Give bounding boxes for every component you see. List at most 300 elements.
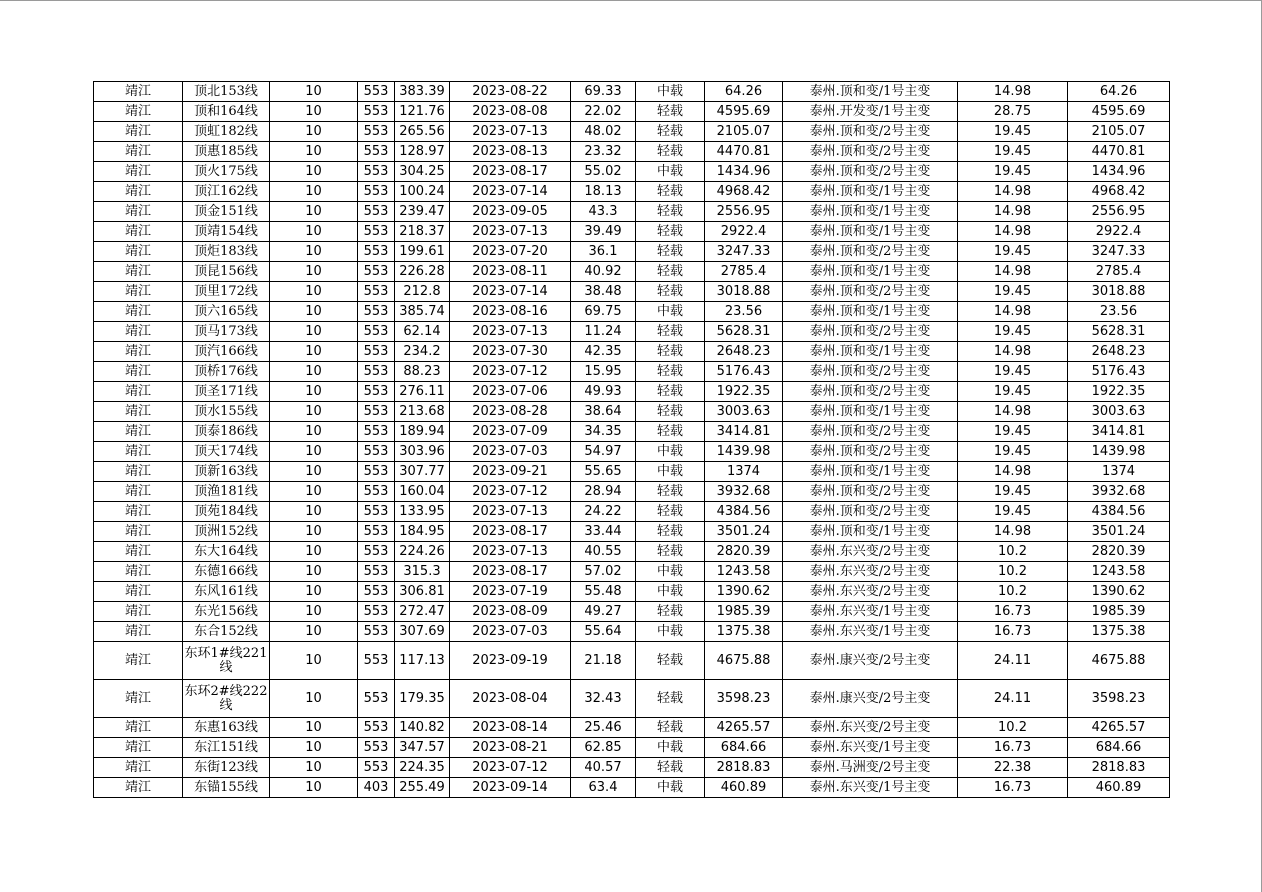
- margin-cell: 1439.98: [705, 442, 783, 462]
- transformer-rate-cell: 19.45: [958, 502, 1068, 522]
- current-cell: 385.74: [395, 302, 450, 322]
- date-cell: 2023-08-28: [450, 402, 571, 422]
- table-row: [94, 562, 1170, 582]
- transformer-cell: 泰州.顶和变/2号主变: [783, 322, 958, 342]
- voltage-cell: 10: [270, 282, 358, 302]
- margin-cell: 2922.4: [705, 222, 783, 242]
- date-cell: 2023-08-16: [450, 302, 571, 322]
- date-cell: 2023-09-14: [450, 778, 571, 798]
- load-rate-cell: 48.02: [571, 122, 636, 142]
- capacity-cell: 5176.43: [1068, 362, 1170, 382]
- load-rate-cell: 69.75: [571, 302, 636, 322]
- voltage-cell: 10: [270, 778, 358, 798]
- transformer-rate-cell: 14.98: [958, 222, 1068, 242]
- transformer-rate-cell: 14.98: [958, 402, 1068, 422]
- margin-cell: 4675.88: [705, 642, 783, 680]
- transformer-cell: 泰州.东兴变/1号主变: [783, 602, 958, 622]
- voltage-cell: 10: [270, 502, 358, 522]
- voltage-cell: 10: [270, 382, 358, 402]
- rated-cell: 553: [358, 142, 395, 162]
- transformer-rate-cell: 19.45: [958, 382, 1068, 402]
- capacity-cell: 460.89: [1068, 778, 1170, 798]
- margin-cell: 3932.68: [705, 482, 783, 502]
- current-cell: 100.24: [395, 182, 450, 202]
- voltage-cell: 10: [270, 422, 358, 442]
- load-level-cell: 轻载: [636, 502, 705, 522]
- table-row: [94, 642, 1170, 680]
- load-level-cell: 中载: [636, 562, 705, 582]
- transformer-cell: 泰州.顶和变/1号主变: [783, 302, 958, 322]
- line-name-cell: 顶炬183线: [183, 242, 270, 262]
- transformer-rate-cell: 19.45: [958, 282, 1068, 302]
- date-cell: 2023-07-14: [450, 182, 571, 202]
- transformer-cell: 泰州.东兴变/2号主变: [783, 542, 958, 562]
- line-name-cell: 东环1#线221线: [183, 642, 270, 680]
- transformer-cell: 泰州.顶和变/2号主变: [783, 502, 958, 522]
- voltage-cell: 10: [270, 142, 358, 162]
- load-level-cell: 轻载: [636, 182, 705, 202]
- transformer-cell: 泰州.顶和变/2号主变: [783, 442, 958, 462]
- load-level-cell: 中载: [636, 162, 705, 182]
- date-cell: 2023-09-19: [450, 642, 571, 680]
- current-cell: 62.14: [395, 322, 450, 342]
- current-cell: 306.81: [395, 582, 450, 602]
- transformer-rate-cell: 19.45: [958, 362, 1068, 382]
- region-cell: 靖江: [94, 142, 183, 162]
- capacity-cell: 2818.83: [1068, 758, 1170, 778]
- load-level-cell: 轻载: [636, 642, 705, 680]
- load-rate-cell: 11.24: [571, 322, 636, 342]
- load-level-cell: 轻载: [636, 122, 705, 142]
- margin-cell: 4968.42: [705, 182, 783, 202]
- transformer-rate-cell: 14.98: [958, 82, 1068, 102]
- rated-cell: 553: [358, 242, 395, 262]
- load-rate-cell: 21.18: [571, 642, 636, 680]
- voltage-cell: 10: [270, 582, 358, 602]
- transformer-cell: 泰州.顶和变/1号主变: [783, 222, 958, 242]
- margin-cell: 1985.39: [705, 602, 783, 622]
- region-cell: 靖江: [94, 162, 183, 182]
- transformer-cell: 泰州.康兴变/2号主变: [783, 680, 958, 718]
- date-cell: 2023-08-17: [450, 562, 571, 582]
- page-border-top: [0, 0, 1262, 1]
- margin-cell: 1374: [705, 462, 783, 482]
- load-level-cell: 轻载: [636, 142, 705, 162]
- table-row: [94, 622, 1170, 642]
- date-cell: 2023-07-13: [450, 502, 571, 522]
- voltage-cell: 10: [270, 182, 358, 202]
- margin-cell: 1390.62: [705, 582, 783, 602]
- load-level-cell: 中载: [636, 82, 705, 102]
- current-cell: 304.25: [395, 162, 450, 182]
- region-cell: 靖江: [94, 622, 183, 642]
- rated-cell: 553: [358, 442, 395, 462]
- table-row: [94, 82, 1170, 102]
- capacity-cell: 1374: [1068, 462, 1170, 482]
- capacity-cell: 2556.95: [1068, 202, 1170, 222]
- region-cell: 靖江: [94, 262, 183, 282]
- table-row: [94, 718, 1170, 738]
- load-level-cell: 轻载: [636, 680, 705, 718]
- rated-cell: 553: [358, 718, 395, 738]
- table-row: [94, 542, 1170, 562]
- transformer-rate-cell: 19.45: [958, 242, 1068, 262]
- date-cell: 2023-07-12: [450, 758, 571, 778]
- table-row: [94, 202, 1170, 222]
- voltage-cell: 10: [270, 622, 358, 642]
- transformer-cell: 泰州.顶和变/2号主变: [783, 142, 958, 162]
- capacity-cell: 3003.63: [1068, 402, 1170, 422]
- capacity-cell: 3932.68: [1068, 482, 1170, 502]
- region-cell: 靖江: [94, 502, 183, 522]
- line-name-cell: 顶火175线: [183, 162, 270, 182]
- voltage-cell: 10: [270, 242, 358, 262]
- load-rate-cell: 36.1: [571, 242, 636, 262]
- table-row: [94, 422, 1170, 442]
- capacity-cell: 4384.56: [1068, 502, 1170, 522]
- region-cell: 靖江: [94, 82, 183, 102]
- region-cell: 靖江: [94, 122, 183, 142]
- table-row: [94, 582, 1170, 602]
- margin-cell: 460.89: [705, 778, 783, 798]
- transformer-rate-cell: 19.45: [958, 322, 1068, 342]
- region-cell: 靖江: [94, 342, 183, 362]
- date-cell: 2023-08-17: [450, 162, 571, 182]
- load-level-cell: 轻载: [636, 262, 705, 282]
- transformer-rate-cell: 16.73: [958, 622, 1068, 642]
- voltage-cell: 10: [270, 522, 358, 542]
- table-row: [94, 222, 1170, 242]
- rated-cell: 553: [358, 342, 395, 362]
- feeder-load-table: [93, 81, 1170, 798]
- margin-cell: 64.26: [705, 82, 783, 102]
- transformer-cell: 泰州.顶和变/2号主变: [783, 362, 958, 382]
- date-cell: 2023-08-17: [450, 522, 571, 542]
- transformer-rate-cell: 24.11: [958, 642, 1068, 680]
- date-cell: 2023-08-11: [450, 262, 571, 282]
- load-level-cell: 轻载: [636, 342, 705, 362]
- voltage-cell: 10: [270, 362, 358, 382]
- table-row: [94, 462, 1170, 482]
- current-cell: 179.35: [395, 680, 450, 718]
- load-rate-cell: 69.33: [571, 82, 636, 102]
- transformer-rate-cell: 16.73: [958, 778, 1068, 798]
- load-rate-cell: 63.4: [571, 778, 636, 798]
- load-rate-cell: 39.49: [571, 222, 636, 242]
- load-rate-cell: 55.48: [571, 582, 636, 602]
- date-cell: 2023-07-13: [450, 122, 571, 142]
- current-cell: 218.37: [395, 222, 450, 242]
- transformer-cell: 泰州.东兴变/2号主变: [783, 562, 958, 582]
- voltage-cell: 10: [270, 302, 358, 322]
- transformer-rate-cell: 19.45: [958, 142, 1068, 162]
- table-row: [94, 182, 1170, 202]
- line-name-cell: 顶汽166线: [183, 342, 270, 362]
- current-cell: 307.77: [395, 462, 450, 482]
- transformer-rate-cell: 14.98: [958, 202, 1068, 222]
- voltage-cell: 10: [270, 562, 358, 582]
- table-row: [94, 362, 1170, 382]
- region-cell: 靖江: [94, 302, 183, 322]
- load-rate-cell: 32.43: [571, 680, 636, 718]
- voltage-cell: 10: [270, 122, 358, 142]
- load-level-cell: 中载: [636, 622, 705, 642]
- capacity-cell: 4470.81: [1068, 142, 1170, 162]
- line-name-cell: 顶里172线: [183, 282, 270, 302]
- rated-cell: 553: [358, 482, 395, 502]
- capacity-cell: 3247.33: [1068, 242, 1170, 262]
- capacity-cell: 2785.4: [1068, 262, 1170, 282]
- margin-cell: 2785.4: [705, 262, 783, 282]
- region-cell: 靖江: [94, 738, 183, 758]
- current-cell: 121.76: [395, 102, 450, 122]
- margin-cell: 4265.57: [705, 718, 783, 738]
- region-cell: 靖江: [94, 102, 183, 122]
- rated-cell: 553: [358, 82, 395, 102]
- region-cell: 靖江: [94, 282, 183, 302]
- rated-cell: 553: [358, 542, 395, 562]
- date-cell: 2023-07-12: [450, 482, 571, 502]
- date-cell: 2023-07-09: [450, 422, 571, 442]
- line-name-cell: 东光156线: [183, 602, 270, 622]
- voltage-cell: 10: [270, 758, 358, 778]
- transformer-cell: 泰州.康兴变/2号主变: [783, 642, 958, 680]
- margin-cell: 2818.83: [705, 758, 783, 778]
- current-cell: 303.96: [395, 442, 450, 462]
- table-row: [94, 502, 1170, 522]
- current-cell: 383.39: [395, 82, 450, 102]
- table-row: [94, 482, 1170, 502]
- region-cell: 靖江: [94, 362, 183, 382]
- transformer-cell: 泰州.顶和变/2号主变: [783, 482, 958, 502]
- rated-cell: 403: [358, 778, 395, 798]
- load-level-cell: 轻载: [636, 482, 705, 502]
- capacity-cell: 1922.35: [1068, 382, 1170, 402]
- margin-cell: 1434.96: [705, 162, 783, 182]
- current-cell: 255.49: [395, 778, 450, 798]
- line-name-cell: 东江151线: [183, 738, 270, 758]
- line-name-cell: 顶桥176线: [183, 362, 270, 382]
- voltage-cell: 10: [270, 642, 358, 680]
- line-name-cell: 顶马173线: [183, 322, 270, 342]
- region-cell: 靖江: [94, 462, 183, 482]
- voltage-cell: 10: [270, 102, 358, 122]
- region-cell: 靖江: [94, 482, 183, 502]
- margin-cell: 684.66: [705, 738, 783, 758]
- transformer-rate-cell: 19.45: [958, 422, 1068, 442]
- region-cell: 靖江: [94, 542, 183, 562]
- load-level-cell: 轻载: [636, 322, 705, 342]
- line-name-cell: 顶和164线: [183, 102, 270, 122]
- rated-cell: 553: [358, 102, 395, 122]
- date-cell: 2023-08-13: [450, 142, 571, 162]
- table-row: [94, 242, 1170, 262]
- region-cell: 靖江: [94, 680, 183, 718]
- capacity-cell: 3414.81: [1068, 422, 1170, 442]
- load-level-cell: 轻载: [636, 382, 705, 402]
- capacity-cell: 1243.58: [1068, 562, 1170, 582]
- table-row: [94, 322, 1170, 342]
- load-level-cell: 轻载: [636, 402, 705, 422]
- transformer-rate-cell: 10.2: [958, 542, 1068, 562]
- table-row: [94, 758, 1170, 778]
- voltage-cell: 10: [270, 680, 358, 718]
- load-level-cell: 轻载: [636, 718, 705, 738]
- line-name-cell: 顶天174线: [183, 442, 270, 462]
- transformer-cell: 泰州.东兴变/1号主变: [783, 622, 958, 642]
- table-row: [94, 442, 1170, 462]
- transformer-rate-cell: 19.45: [958, 122, 1068, 142]
- transformer-cell: 泰州.顶和变/1号主变: [783, 262, 958, 282]
- line-name-cell: 顶六165线: [183, 302, 270, 322]
- table-row: [94, 342, 1170, 362]
- current-cell: 234.2: [395, 342, 450, 362]
- region-cell: 靖江: [94, 582, 183, 602]
- transformer-cell: 泰州.东兴变/2号主变: [783, 582, 958, 602]
- current-cell: 117.13: [395, 642, 450, 680]
- table-row: [94, 142, 1170, 162]
- table-row: [94, 122, 1170, 142]
- line-name-cell: 顶江162线: [183, 182, 270, 202]
- region-cell: 靖江: [94, 182, 183, 202]
- line-name-cell: 顶惠185线: [183, 142, 270, 162]
- rated-cell: 553: [358, 362, 395, 382]
- current-cell: 276.11: [395, 382, 450, 402]
- rated-cell: 553: [358, 282, 395, 302]
- load-level-cell: 轻载: [636, 202, 705, 222]
- voltage-cell: 10: [270, 222, 358, 242]
- transformer-cell: 泰州.马洲变/2号主变: [783, 758, 958, 778]
- transformer-rate-cell: 16.73: [958, 738, 1068, 758]
- load-level-cell: 轻载: [636, 242, 705, 262]
- load-rate-cell: 38.48: [571, 282, 636, 302]
- rated-cell: 553: [358, 738, 395, 758]
- margin-cell: 23.56: [705, 302, 783, 322]
- date-cell: 2023-07-13: [450, 542, 571, 562]
- line-name-cell: 东大164线: [183, 542, 270, 562]
- current-cell: 226.28: [395, 262, 450, 282]
- transformer-rate-cell: 14.98: [958, 182, 1068, 202]
- transformer-rate-cell: 19.45: [958, 442, 1068, 462]
- load-level-cell: 轻载: [636, 282, 705, 302]
- line-name-cell: 东德166线: [183, 562, 270, 582]
- rated-cell: 553: [358, 562, 395, 582]
- line-name-cell: 顶靖154线: [183, 222, 270, 242]
- load-rate-cell: 34.35: [571, 422, 636, 442]
- transformer-rate-cell: 22.38: [958, 758, 1068, 778]
- current-cell: 224.35: [395, 758, 450, 778]
- load-rate-cell: 40.57: [571, 758, 636, 778]
- capacity-cell: 64.26: [1068, 82, 1170, 102]
- region-cell: 靖江: [94, 602, 183, 622]
- table-row: [94, 602, 1170, 622]
- region-cell: 靖江: [94, 642, 183, 680]
- voltage-cell: 10: [270, 322, 358, 342]
- current-cell: 189.94: [395, 422, 450, 442]
- voltage-cell: 10: [270, 442, 358, 462]
- transformer-cell: 泰州.顶和变/1号主变: [783, 402, 958, 422]
- date-cell: 2023-08-22: [450, 82, 571, 102]
- load-rate-cell: 55.02: [571, 162, 636, 182]
- load-rate-cell: 24.22: [571, 502, 636, 522]
- capacity-cell: 1375.38: [1068, 622, 1170, 642]
- capacity-cell: 2820.39: [1068, 542, 1170, 562]
- current-cell: 272.47: [395, 602, 450, 622]
- current-cell: 347.57: [395, 738, 450, 758]
- line-name-cell: 东环2#线222线: [183, 680, 270, 718]
- current-cell: 199.61: [395, 242, 450, 262]
- capacity-cell: 23.56: [1068, 302, 1170, 322]
- transformer-rate-cell: 14.98: [958, 262, 1068, 282]
- voltage-cell: 10: [270, 738, 358, 758]
- capacity-cell: 2105.07: [1068, 122, 1170, 142]
- region-cell: 靖江: [94, 442, 183, 462]
- load-level-cell: 轻载: [636, 362, 705, 382]
- transformer-rate-cell: 28.75: [958, 102, 1068, 122]
- line-name-cell: 顶虹182线: [183, 122, 270, 142]
- date-cell: 2023-07-14: [450, 282, 571, 302]
- transformer-cell: 泰州.顶和变/1号主变: [783, 522, 958, 542]
- margin-cell: 5176.43: [705, 362, 783, 382]
- rated-cell: 553: [358, 262, 395, 282]
- margin-cell: 3414.81: [705, 422, 783, 442]
- capacity-cell: 684.66: [1068, 738, 1170, 758]
- transformer-rate-cell: 14.98: [958, 462, 1068, 482]
- current-cell: 307.69: [395, 622, 450, 642]
- capacity-cell: 2648.23: [1068, 342, 1170, 362]
- region-cell: 靖江: [94, 402, 183, 422]
- load-rate-cell: 15.95: [571, 362, 636, 382]
- region-cell: 靖江: [94, 718, 183, 738]
- capacity-cell: 5628.31: [1068, 322, 1170, 342]
- transformer-cell: 泰州.顶和变/1号主变: [783, 202, 958, 222]
- margin-cell: 4595.69: [705, 102, 783, 122]
- margin-cell: 2105.07: [705, 122, 783, 142]
- rated-cell: 553: [358, 322, 395, 342]
- transformer-rate-cell: 14.98: [958, 302, 1068, 322]
- transformer-rate-cell: 14.98: [958, 342, 1068, 362]
- transformer-cell: 泰州.顶和变/2号主变: [783, 422, 958, 442]
- transformer-cell: 泰州.顶和变/1号主变: [783, 182, 958, 202]
- load-rate-cell: 40.55: [571, 542, 636, 562]
- current-cell: 128.97: [395, 142, 450, 162]
- date-cell: 2023-08-21: [450, 738, 571, 758]
- load-rate-cell: 22.02: [571, 102, 636, 122]
- table-row: [94, 102, 1170, 122]
- table-row: [94, 522, 1170, 542]
- margin-cell: 1243.58: [705, 562, 783, 582]
- capacity-cell: 4265.57: [1068, 718, 1170, 738]
- load-level-cell: 中载: [636, 462, 705, 482]
- table-row: [94, 382, 1170, 402]
- transformer-rate-cell: 14.98: [958, 522, 1068, 542]
- capacity-cell: 1434.96: [1068, 162, 1170, 182]
- transformer-rate-cell: 24.11: [958, 680, 1068, 718]
- transformer-cell: 泰州.顶和变/1号主变: [783, 82, 958, 102]
- capacity-cell: 1985.39: [1068, 602, 1170, 622]
- region-cell: 靖江: [94, 758, 183, 778]
- capacity-cell: 1439.98: [1068, 442, 1170, 462]
- capacity-cell: 4595.69: [1068, 102, 1170, 122]
- transformer-rate-cell: 10.2: [958, 718, 1068, 738]
- voltage-cell: 10: [270, 542, 358, 562]
- date-cell: 2023-07-19: [450, 582, 571, 602]
- load-rate-cell: 18.13: [571, 182, 636, 202]
- margin-cell: 1375.38: [705, 622, 783, 642]
- date-cell: 2023-07-12: [450, 362, 571, 382]
- load-rate-cell: 38.64: [571, 402, 636, 422]
- capacity-cell: 4675.88: [1068, 642, 1170, 680]
